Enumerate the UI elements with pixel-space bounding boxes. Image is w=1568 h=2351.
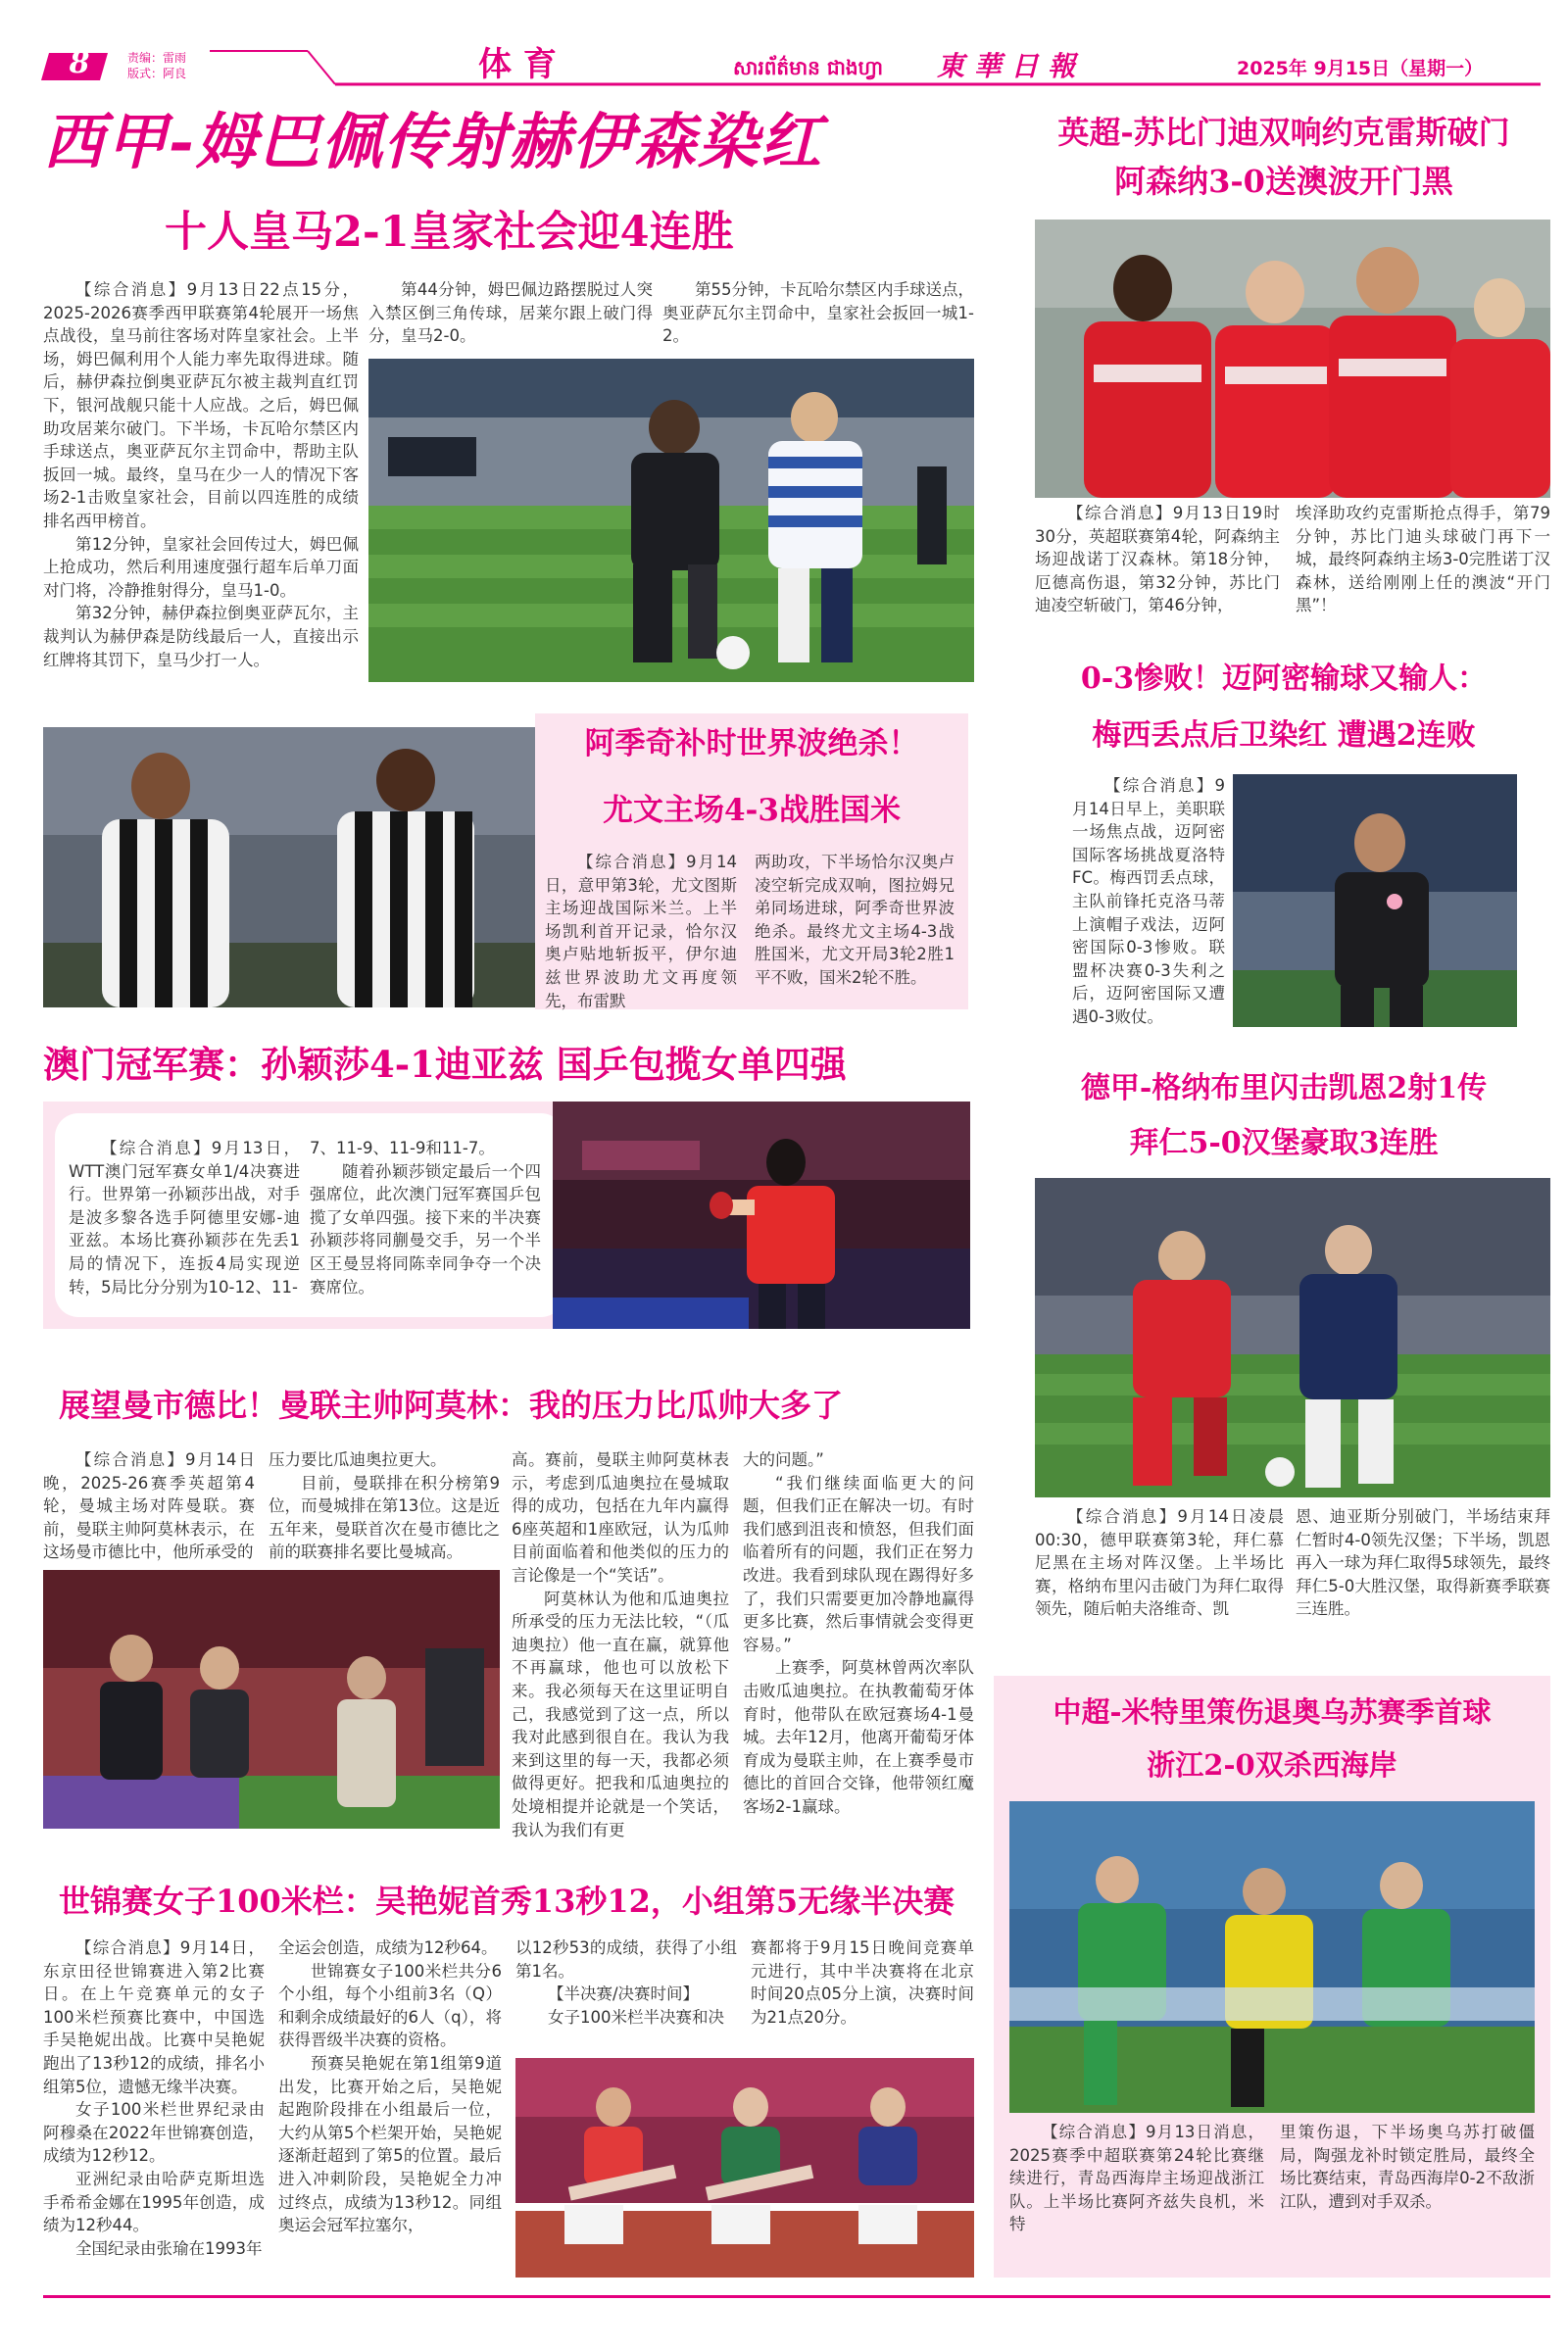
- madrid-sociedad-photo: [368, 359, 974, 682]
- a3-col2: 两助攻，下半场恰尔汉奥卢凌空斩完成双响，图拉姆兄弟同场进球，阿季奇世界波绝杀。最终尤文主场4-3战胜国米，尤文开局3轮2胜1平不败，国米2轮不胜。: [755, 853, 955, 987]
- a2-col2: 埃泽助攻约克雷斯抢点得手，第79分钟，苏比门迪头球破门再下一城，最终阿森纳主场3-0完胜诺丁汉森林，送给刚刚上任的澳波“开门黑”！: [1296, 504, 1550, 615]
- hurdles-photo: [515, 2058, 974, 2278]
- messi-photo: [1233, 774, 1517, 1027]
- a3-headline-line1: 阿季奇补时世界波绝杀！: [584, 726, 919, 761]
- layout-credit: 版式：阿良: [127, 67, 187, 80]
- a8-col2: 里策伤退，下半场奥乌苏打破僵局，陶强龙补时锁定胜局，最终全场比赛结束，青岛西海岸0-2不敌浙江队，遭到对手双杀。: [1280, 2123, 1535, 2211]
- a9-col2: 全运会创造，成绩为12秒64。 世锦赛女子100米栏共分6个小组，每个小组前3名（Q）和剩余成绩最好的6人（q），将获得晋级半决赛的资格。 预赛吴艳妮在第1组第9道出发，比赛开始之后，吴艳妮起跑阶段排在小组最后一位，大约从第5个栏架开始，吴艳妮逐渐赶超到了第5的位置。最后进入冲刺阶段，吴艳妮全力冲过终点，成绩为13秒12。同组奥运会冠军拉塞尔，: [278, 1938, 502, 2235]
- a6-headline-line1: 德甲-格纳布里闪击凯恩2射1传: [1080, 1071, 1488, 1105]
- juventus-celebration-photo: [43, 727, 535, 1007]
- a3-col1: 【综合消息】9月14日，意甲第3轮，尤文图斯主场迎战国际米兰。上半场凯利首开记录，恰尔汉奥卢贴地斩扳平，伊尔迪兹世界波助尤文再度领先，布雷默: [545, 853, 737, 1010]
- a1-col2: 第44分钟，姆巴佩边路摆脱过人突入禁区倒三角传球，居莱尔跟上破门得分，皇马2-0。: [368, 280, 653, 346]
- page-header: [0, 0, 1568, 94]
- manchester-united-amorim-photo: [43, 1570, 500, 1829]
- arsenal-celebration-photo: [1035, 220, 1550, 498]
- bottom-rule: [43, 2295, 1550, 2298]
- a4-headline-line1: 0-3惨败！迈阿密输球又输人：: [1080, 661, 1488, 696]
- a7-headline: 展望曼市德比！曼联主帅阿莫林：我的压力比瓜帅大多了: [59, 1387, 844, 1424]
- a7-col1: 【综合消息】9月14日晚，2025-26赛季英超第4轮，曼城主场对阵曼联。赛前，曼联主帅阿莫林表示，在这场曼市德比中，他所承受的: [43, 1450, 255, 1562]
- a8-headline-line1: 中超-米特里策伤退奥乌苏赛季首球: [1053, 1695, 1492, 1729]
- a9-col4: 赛都将于9月15日晚间竞赛单元进行，其中半决赛将在北京时间20点05分上演，决赛时间为21点20分。: [751, 1938, 974, 2027]
- a7-col4: 大的问题。” “我们继续面临更大的问题，但我们正在解决一切。有时我们感到沮丧和愤怒，但我们面临着所有的问题，我们正在努力改进。我看到球队现在踢得好多了，我们只需要更加冷静地赢得更多比赛，然后事情就会变得更容易。” 上赛季，阿莫林曾两次率队击败瓜迪奥拉。在执教葡萄牙体育时，他带队在欧冠赛场4-1曼城。去年12月，他离开葡萄牙体育成为曼联主帅，在上赛季曼市德比的首回合交锋，他带领红魔客场2-1赢球。: [743, 1450, 974, 1816]
- a2-col1: 【综合消息】9月13日19时30分，英超联赛第4轮，阿森纳主场迎战诺丁汉森林。第18分钟，厄德高伤退，第32分钟，苏比门迪凌空斩破门，第46分钟，: [1035, 504, 1280, 615]
- newspaper-name: 東 華 日 報: [937, 50, 1076, 82]
- a5-headline: 澳门冠军赛：孙颖莎4-1迪亚兹 国乒包揽女单四强: [43, 1043, 847, 1086]
- a1-subheadline: 十人皇马2-1皇家社会迎4连胜: [165, 208, 734, 257]
- a9-col3: 以12秒53的成绩，获得了小组第1名。 【半决赛/决赛时间】 女子100米栏半决赛和决: [515, 1938, 737, 2027]
- bayern-hamburg-photo: [1035, 1178, 1550, 1497]
- a8-headline-line2: 浙江2-0双杀西海岸: [1147, 1748, 1397, 1782]
- a5-col1: 【综合消息】9月13日，WTT澳门冠军赛女单1/4决赛进行。世界第一孙颖莎出战，对手是波多黎各选手阿德里安娜-迪亚兹。本场比赛孙颖莎在先丢1局的情况下，连扳4局实现逆转，5局比分分别为10-12、11-: [69, 1139, 300, 1297]
- a7-col3: 高。赛前，曼联主帅阿莫林表示，考虑到瓜迪奥拉在曼城取得的成功，包括在九年内赢得6座英超和1座欧冠，认为瓜帅目前面临着和他类似的压力的言论像是一个“笑话”。 阿莫林认为他和瓜迪奥拉所承受的压力无法比较，“（瓜迪奥拉）他一直在赢，就算他不再赢球，他也可以放松下来。我必须每天在这里证明自己，我感觉到了这一点，所以我对此感到很自在。我认为我来到这里的每一天，我都必须做得更好。把我和瓜迪奥拉的处境相提并论就是一个笑话，我认为我们有更: [512, 1450, 729, 1839]
- section-title: 体 育: [478, 45, 557, 84]
- a4-headline-line2: 梅西丢点后卫染红 遭遇2连败: [1092, 718, 1476, 753]
- a6-col2: 恩、迪亚斯分别破门，半场结束拜仁暂时4-0领先汉堡；下半场，凯恩再入一球为拜仁取得5球领先，最终拜仁5-0大胜汉堡，取得新赛季联赛三连胜。: [1296, 1507, 1550, 1619]
- editor-credit: 责编：雷雨: [127, 51, 187, 65]
- page-number: 8: [69, 46, 90, 80]
- a6-col1: 【综合消息】9月14日凌晨00:30，德甲联赛第3轮，拜仁慕尼黑在主场对阵汉堡。上半场比赛，格纳布里闪击破门为拜仁取得领先，随后帕夫洛维奇、凯: [1035, 1507, 1284, 1619]
- a7-col2: 压力要比瓜迪奥拉更大。 目前，曼联排在积分榜第9位，而曼城排在第13位。这是近五年来，曼联首次在曼市德比之前的联赛排名要比曼城高。: [269, 1450, 500, 1562]
- a6-headline-line2: 拜仁5-0汉堡豪取3连胜: [1129, 1126, 1439, 1160]
- a3-headline-line2: 尤文主场4-3战胜国米: [602, 793, 901, 828]
- a1-col1: 【综合消息】9月13日22点15分，2025-2026赛季西甲联赛第4轮展开一场焦点战役，皇马前往客场对阵皇家社会。上半场，姆巴佩利用个人能力率先取得进球。随后，赫伊森拉倒奥亚萨瓦尔被主裁判直红罚下，银河战舰只能十人应战。之后，姆巴佩助攻居莱尔破门。下半场，卡瓦哈尔禁区内手球送点，奥亚萨瓦尔主罚命中，帮助主队扳回一城。最终，皇马在少一人的情况下客场2-1击败皇家社会，目前以四连胜的成绩排名西甲榜首。 第12分钟，皇家社会回传过大，姆巴佩上抢成功，然后利用速度强行超车后单刀面对门将，冷静推射得分，皇马1-0。 第32分钟，赫伊森拉倒奥亚萨瓦尔，主裁判认为赫伊森是防线最后一人，直接出示红牌将其罚下，皇马少打一人。: [43, 280, 359, 669]
- zhejiang-qingdao-photo: [1009, 1801, 1535, 2113]
- sun-yingsha-table-tennis-photo: [553, 1102, 970, 1329]
- a1-headline: 西甲-姆巴佩传射赫伊森染红: [43, 106, 823, 177]
- khmer-masthead: សារព័ត៌មាន ជាងហ្វា: [733, 56, 883, 79]
- a4-body: 【综合消息】9月14日早上，美职联一场焦点战，迈阿密国际客场挑战夏洛特FC。梅西罚丢点球，主队前锋托克洛马蒂上演帽子戏法，迈阿密国际0-3惨败。联盟杯决赛0-3失利之后，迈阿密国际又遭遇0-3败仗。: [1072, 776, 1225, 1026]
- a2-headline-line1: 英超-苏比门迪双响约克雷斯破门: [1057, 114, 1510, 151]
- issue-date: 2025年 9月15日（星期一）: [1237, 58, 1484, 79]
- a5-col2: 7、11-9、11-9和11-7。 随着孙颖莎锁定最后一个四强席位，此次澳门冠军赛国乒包揽了女单四强。接下来的半决赛孙颖莎将同蒯曼交手，另一个半区王曼昱将同陈幸同争夺一个决赛席位。: [310, 1139, 541, 1297]
- a1-col3: 第55分钟，卡瓦哈尔禁区内手球送点，奥亚萨瓦尔主罚命中，皇家社会扳回一城1-2。: [662, 280, 974, 346]
- a8-col1: 【综合消息】9月13日消息，2025赛季中超联赛第24轮比赛继续进行，青岛西海岸主场迎战浙江队。上半场比赛阿齐兹失良机，米特: [1009, 2123, 1264, 2234]
- a9-headline: 世锦赛女子100米栏：吴艳妮首秀13秒12，小组第5无缘半决赛: [59, 1883, 956, 1920]
- a9-col1: 【综合消息】9月14日，东京田径世锦赛进入第2比赛日。在上午竞赛单元的女子100米栏预赛比赛中，中国选手吴艳妮出战。比赛中吴艳妮跑出了13秒12的成绩，排名小组第5位，遗憾无缘半决赛。 女子100米栏世界纪录由阿穆桑在2022年世锦赛创造，成绩为12秒12。 亚洲纪录由哈萨克斯坦选手希希金娜在1995年创造，成绩为12秒44。 全国纪录由张瑜在1993年: [43, 1938, 265, 2258]
- a2-headline-line2: 阿森纳3-0送澳波开门黑: [1114, 163, 1453, 200]
